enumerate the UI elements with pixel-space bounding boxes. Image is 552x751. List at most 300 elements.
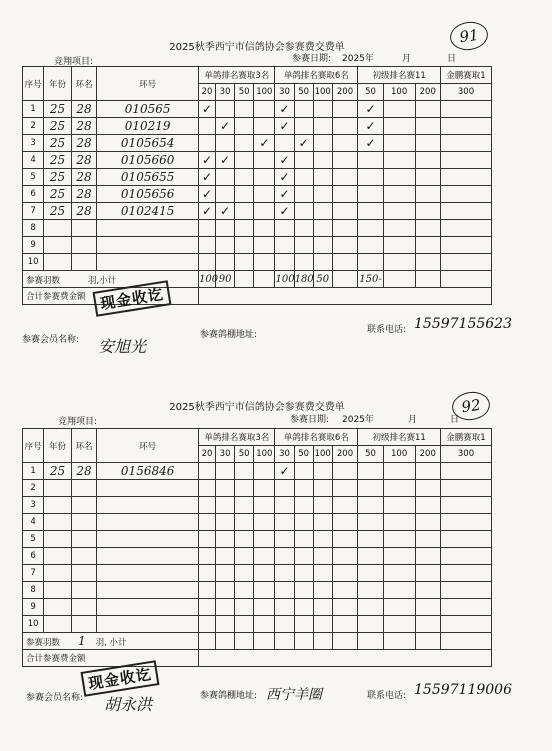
row-fee-cell xyxy=(294,514,313,531)
header-fee: 300 xyxy=(440,84,491,101)
row-fee-cell xyxy=(216,254,235,271)
subtotal-cell: 100 xyxy=(199,271,216,288)
header-group-4: 金鹏赛取1 xyxy=(440,429,491,446)
row-fee-cell xyxy=(216,463,235,480)
subtotal-cell: 180 xyxy=(294,271,313,288)
member-label: 参赛会员名称: xyxy=(26,693,84,703)
row-year xyxy=(44,220,72,237)
table-row xyxy=(23,118,492,135)
check-icon: ✓ xyxy=(202,152,213,167)
row-fee-cell xyxy=(294,237,313,254)
row-fee-cell xyxy=(294,169,313,186)
table-row xyxy=(23,152,492,169)
row-seq: 4 xyxy=(23,514,44,531)
row-year xyxy=(44,237,72,254)
row-fee-cell xyxy=(332,497,358,514)
row-fee-cell xyxy=(383,101,415,118)
table-row xyxy=(23,514,492,531)
loft-address: 西宁羊圈 xyxy=(266,687,322,703)
check-icon: ✓ xyxy=(279,152,290,167)
row-fee-cell xyxy=(383,220,415,237)
row-fee-cell xyxy=(275,186,294,203)
count-value: 1 xyxy=(78,634,86,648)
row-fee-cell xyxy=(294,118,313,135)
table-row xyxy=(23,531,492,548)
row-fee-cell xyxy=(254,237,275,254)
header-fee: 50 xyxy=(358,84,383,101)
row-fee-cell xyxy=(275,582,294,599)
row-fee-cell xyxy=(235,582,254,599)
row-fee-cell xyxy=(440,220,491,237)
row-fee-cell xyxy=(254,152,275,169)
row-seq: 1 xyxy=(23,101,44,118)
subtotal-cell xyxy=(358,633,383,650)
row-fee-cell xyxy=(216,169,235,186)
table-row xyxy=(23,169,492,186)
row-fee-cell xyxy=(216,565,235,582)
row-ring xyxy=(71,237,96,254)
row-fee-cell xyxy=(313,254,332,271)
row-fee-cell xyxy=(332,616,358,633)
row-ring: 28 xyxy=(71,463,96,480)
row-fee-cell xyxy=(235,135,254,152)
check-icon: ✓ xyxy=(202,101,213,116)
row-fee-cell xyxy=(440,548,491,565)
subtotal-cell xyxy=(440,633,491,650)
row-fee-cell xyxy=(332,599,358,616)
row-fee-cell xyxy=(358,203,383,220)
row-fee-cell xyxy=(216,118,235,135)
row-fee-cell xyxy=(199,565,216,582)
row-fee-cell xyxy=(383,203,415,220)
row-fee-cell xyxy=(235,186,254,203)
row-fee-cell xyxy=(199,169,216,186)
row-fee-cell xyxy=(235,497,254,514)
row-fee-cell xyxy=(440,203,491,220)
table-row xyxy=(23,548,492,565)
row-year xyxy=(44,497,72,514)
row-fee-cell xyxy=(358,514,383,531)
row-fee-cell xyxy=(254,463,275,480)
row-year xyxy=(44,582,72,599)
row-ring xyxy=(71,254,96,271)
row-fee-cell xyxy=(275,152,294,169)
row-fee-cell xyxy=(313,135,332,152)
row-fee-cell xyxy=(235,616,254,633)
row-ring: 28 xyxy=(71,101,96,118)
header-fee: 50 xyxy=(235,446,254,463)
row-fee-cell xyxy=(294,254,313,271)
row-fee-cell xyxy=(415,152,440,169)
table-row xyxy=(23,135,492,152)
row-fee-cell xyxy=(275,237,294,254)
row-fee-cell xyxy=(332,531,358,548)
row-ring-no xyxy=(97,582,199,599)
header-group-1: 单鸽排名赛取3名 xyxy=(199,429,275,446)
row-fee-cell xyxy=(254,169,275,186)
row-year xyxy=(44,531,72,548)
row-fee-cell xyxy=(199,582,216,599)
row-fee-cell xyxy=(332,254,358,271)
row-ring: 28 xyxy=(71,118,96,135)
header-fee: 100 xyxy=(254,446,275,463)
row-ring-no: 0105656 xyxy=(97,186,199,203)
row-year: 25 xyxy=(44,135,72,152)
row-fee-cell xyxy=(235,480,254,497)
row-fee-cell xyxy=(358,497,383,514)
row-fee-cell xyxy=(294,220,313,237)
row-ring-no xyxy=(97,237,199,254)
row-fee-cell xyxy=(235,152,254,169)
table-row xyxy=(23,203,492,220)
row-fee-cell xyxy=(199,101,216,118)
row-ring: 28 xyxy=(71,135,96,152)
subtotal-cell xyxy=(254,633,275,650)
subtotal-cell: 100 xyxy=(275,271,294,288)
row-fee-cell xyxy=(235,220,254,237)
row-fee-cell xyxy=(294,599,313,616)
row-year xyxy=(44,548,72,565)
loft-label: 参赛鸽棚地址: xyxy=(200,330,258,340)
check-icon: ✓ xyxy=(365,135,376,150)
row-fee-cell xyxy=(294,480,313,497)
row-fee-cell xyxy=(254,220,275,237)
form-title: 2025秋季西宁市信鸽协会参赛费交费单 xyxy=(169,402,345,413)
row-fee-cell xyxy=(275,548,294,565)
row-fee-cell xyxy=(440,480,491,497)
row-seq: 5 xyxy=(23,169,44,186)
row-fee-cell xyxy=(235,514,254,531)
row-fee-cell xyxy=(383,497,415,514)
row-ring-no xyxy=(97,497,199,514)
row-fee-cell xyxy=(332,152,358,169)
header-fee: 50 xyxy=(358,446,383,463)
check-icon: ✓ xyxy=(202,169,213,184)
row-fee-cell xyxy=(199,463,216,480)
header-group-2: 单鸽排名赛取6名 xyxy=(275,67,358,84)
subtotal-cell: 90 xyxy=(216,271,235,288)
check-icon: ✓ xyxy=(365,118,376,133)
row-fee-cell xyxy=(383,463,415,480)
row-ring-no: 0156846 xyxy=(97,463,199,480)
row-fee-cell xyxy=(199,599,216,616)
date-year: 2025年 xyxy=(342,54,374,64)
row-seq: 2 xyxy=(23,480,44,497)
row-fee-cell xyxy=(383,548,415,565)
fee-form-1 xyxy=(22,22,512,362)
row-fee-cell xyxy=(383,599,415,616)
table-row xyxy=(23,220,492,237)
row-fee-cell xyxy=(254,101,275,118)
header-group-3: 初级排名赛11 xyxy=(358,429,441,446)
count-label: 参赛羽数 xyxy=(26,276,61,286)
total-value xyxy=(199,650,492,667)
row-fee-cell xyxy=(199,118,216,135)
row-fee-cell xyxy=(332,582,358,599)
row-ring-no xyxy=(97,565,199,582)
header-group-4: 金鹏赛取1 xyxy=(440,67,491,84)
row-fee-cell xyxy=(440,514,491,531)
row-fee-cell xyxy=(254,531,275,548)
row-ring-no xyxy=(97,548,199,565)
header-fee: 50 xyxy=(235,84,254,101)
row-ring xyxy=(71,497,96,514)
header-seq: 序号 xyxy=(23,429,44,463)
header-seq: 序号 xyxy=(23,67,44,101)
row-year: 25 xyxy=(44,169,72,186)
row-ring-no xyxy=(97,254,199,271)
row-ring xyxy=(71,616,96,633)
row-ring xyxy=(71,565,96,582)
row-seq: 10 xyxy=(23,254,44,271)
count-unit: 羽,小计 xyxy=(88,276,117,286)
row-fee-cell xyxy=(332,220,358,237)
row-fee-cell xyxy=(440,565,491,582)
row-fee-cell xyxy=(440,118,491,135)
header-fee: 30 xyxy=(216,446,235,463)
phone-number: 15597155623 xyxy=(414,316,512,332)
header-fee: 100 xyxy=(313,446,332,463)
row-fee-cell xyxy=(332,565,358,582)
subtotal-cell xyxy=(294,633,313,650)
header-ring-name: 环名 xyxy=(71,67,96,101)
table-row xyxy=(23,616,492,633)
row-year: 25 xyxy=(44,463,72,480)
row-fee-cell xyxy=(235,565,254,582)
row-fee-cell xyxy=(294,463,313,480)
row-fee-cell xyxy=(332,237,358,254)
row-ring xyxy=(71,480,96,497)
row-fee-cell xyxy=(275,135,294,152)
row-ring-no: 0105654 xyxy=(97,135,199,152)
phone-number: 15597119006 xyxy=(414,682,512,698)
date-label: 参赛日期: xyxy=(290,415,330,425)
header-fee: 100 xyxy=(254,84,275,101)
check-icon: ✓ xyxy=(365,101,376,116)
row-fee-cell xyxy=(254,254,275,271)
row-seq: 7 xyxy=(23,565,44,582)
row-fee-cell xyxy=(313,186,332,203)
row-fee-cell xyxy=(254,497,275,514)
row-fee-cell xyxy=(358,101,383,118)
row-fee-cell xyxy=(235,169,254,186)
row-fee-cell xyxy=(415,237,440,254)
subtotal-cell xyxy=(415,271,440,288)
table-row xyxy=(23,463,492,480)
row-fee-cell xyxy=(415,169,440,186)
row-fee-cell xyxy=(216,514,235,531)
header-ring-no: 环号 xyxy=(97,67,199,101)
check-icon: ✓ xyxy=(279,186,290,201)
row-year xyxy=(44,254,72,271)
row-fee-cell xyxy=(358,599,383,616)
row-fee-cell xyxy=(358,254,383,271)
row-fee-cell xyxy=(358,616,383,633)
row-ring-no: 0105660 xyxy=(97,152,199,169)
row-ring: 28 xyxy=(71,203,96,220)
row-fee-cell xyxy=(235,548,254,565)
row-fee-cell xyxy=(415,463,440,480)
row-fee-cell xyxy=(199,203,216,220)
row-fee-cell xyxy=(415,101,440,118)
row-fee-cell xyxy=(415,514,440,531)
row-fee-cell xyxy=(383,152,415,169)
row-fee-cell xyxy=(332,514,358,531)
row-fee-cell xyxy=(294,548,313,565)
row-fee-cell xyxy=(415,548,440,565)
serial-number: 92 xyxy=(450,389,492,422)
row-year xyxy=(44,514,72,531)
subtotal-cell xyxy=(235,271,254,288)
header-fee: 50 xyxy=(294,446,313,463)
date-year: 2025年 xyxy=(342,415,374,425)
serial-number: 91 xyxy=(448,19,490,52)
table-row xyxy=(23,237,492,254)
row-fee-cell xyxy=(358,565,383,582)
row-fee-cell xyxy=(383,237,415,254)
row-fee-cell xyxy=(294,497,313,514)
row-fee-cell xyxy=(199,254,216,271)
row-fee-cell xyxy=(275,497,294,514)
row-seq: 8 xyxy=(23,220,44,237)
cash-received-stamp: 现金收讫 xyxy=(81,660,160,697)
row-fee-cell xyxy=(313,599,332,616)
row-fee-cell xyxy=(275,463,294,480)
row-fee-cell xyxy=(415,118,440,135)
row-fee-cell xyxy=(383,514,415,531)
row-year xyxy=(44,480,72,497)
row-year: 25 xyxy=(44,118,72,135)
date-month: 月 xyxy=(402,54,412,64)
count-label: 参赛羽数 xyxy=(26,638,61,648)
row-fee-cell xyxy=(275,565,294,582)
row-fee-cell xyxy=(235,463,254,480)
header-fee: 200 xyxy=(415,84,440,101)
row-fee-cell xyxy=(216,152,235,169)
table-row xyxy=(23,254,492,271)
row-fee-cell xyxy=(216,237,235,254)
row-fee-cell xyxy=(313,203,332,220)
form-title: 2025秋季西宁市信鸽协会参赛费交费单 xyxy=(169,42,345,53)
date-day: 日 xyxy=(450,415,460,425)
subtotal-cell: 150- xyxy=(358,271,383,288)
row-fee-cell xyxy=(294,616,313,633)
row-fee-cell xyxy=(415,599,440,616)
member-signature: 安旭光 xyxy=(98,337,147,356)
row-fee-cell xyxy=(383,169,415,186)
header-fee: 200 xyxy=(332,446,358,463)
row-fee-cell xyxy=(440,186,491,203)
row-year: 25 xyxy=(44,152,72,169)
row-fee-cell xyxy=(358,135,383,152)
row-fee-cell xyxy=(254,548,275,565)
check-icon: ✓ xyxy=(259,135,270,150)
header-fee: 200 xyxy=(332,84,358,101)
row-fee-cell xyxy=(275,514,294,531)
row-fee-cell xyxy=(313,531,332,548)
header-fee: 50 xyxy=(294,84,313,101)
row-seq: 2 xyxy=(23,118,44,135)
row-fee-cell xyxy=(383,254,415,271)
row-fee-cell xyxy=(294,565,313,582)
project-label: 竞翔项目: xyxy=(58,417,98,427)
row-fee-cell xyxy=(440,531,491,548)
row-fee-cell xyxy=(383,118,415,135)
row-fee-cell xyxy=(254,599,275,616)
row-fee-cell xyxy=(358,463,383,480)
subtotal-cell xyxy=(332,271,358,288)
row-fee-cell xyxy=(235,118,254,135)
row-fee-cell xyxy=(275,118,294,135)
subtotal-cell xyxy=(275,633,294,650)
header-fee: 30 xyxy=(275,446,294,463)
row-fee-cell xyxy=(275,531,294,548)
header-fee: 20 xyxy=(199,446,216,463)
row-year: 25 xyxy=(44,203,72,220)
row-seq: 6 xyxy=(23,548,44,565)
row-year: 25 xyxy=(44,101,72,118)
row-fee-cell xyxy=(254,616,275,633)
row-fee-cell xyxy=(358,548,383,565)
check-icon: ✓ xyxy=(202,186,213,201)
member-label: 参赛会员名称: xyxy=(22,335,80,345)
row-fee-cell xyxy=(440,237,491,254)
row-fee-cell xyxy=(199,514,216,531)
row-fee-cell xyxy=(313,565,332,582)
table-row xyxy=(23,565,492,582)
row-ring-no xyxy=(97,531,199,548)
row-fee-cell xyxy=(216,582,235,599)
table-row xyxy=(23,599,492,616)
row-ring xyxy=(71,582,96,599)
header-fee: 100 xyxy=(313,84,332,101)
row-fee-cell xyxy=(235,531,254,548)
date-month: 月 xyxy=(408,415,418,425)
row-fee-cell xyxy=(440,463,491,480)
subtotal-cell xyxy=(415,633,440,650)
check-icon: ✓ xyxy=(279,118,290,133)
count-unit: 羽, 小计 xyxy=(95,638,127,648)
header-ring-no: 环号 xyxy=(97,429,199,463)
row-fee-cell xyxy=(294,186,313,203)
header-fee: 20 xyxy=(199,84,216,101)
row-seq: 6 xyxy=(23,186,44,203)
row-fee-cell xyxy=(313,582,332,599)
row-fee-cell xyxy=(235,599,254,616)
row-ring xyxy=(71,220,96,237)
row-year xyxy=(44,616,72,633)
row-ring-no xyxy=(97,599,199,616)
count-cell xyxy=(23,633,199,650)
row-ring: 28 xyxy=(71,169,96,186)
row-fee-cell xyxy=(313,169,332,186)
row-fee-cell xyxy=(216,203,235,220)
row-fee-cell xyxy=(313,497,332,514)
table-row xyxy=(23,186,492,203)
row-seq: 3 xyxy=(23,135,44,152)
check-icon: ✓ xyxy=(298,135,309,150)
row-fee-cell xyxy=(216,497,235,514)
row-fee-cell xyxy=(358,237,383,254)
row-ring-no xyxy=(97,616,199,633)
row-fee-cell xyxy=(235,237,254,254)
header-year: 年份 xyxy=(44,67,72,101)
row-fee-cell xyxy=(275,101,294,118)
fee-form-2 xyxy=(22,388,512,728)
row-fee-cell xyxy=(294,203,313,220)
table-row xyxy=(23,480,492,497)
row-fee-cell xyxy=(216,548,235,565)
